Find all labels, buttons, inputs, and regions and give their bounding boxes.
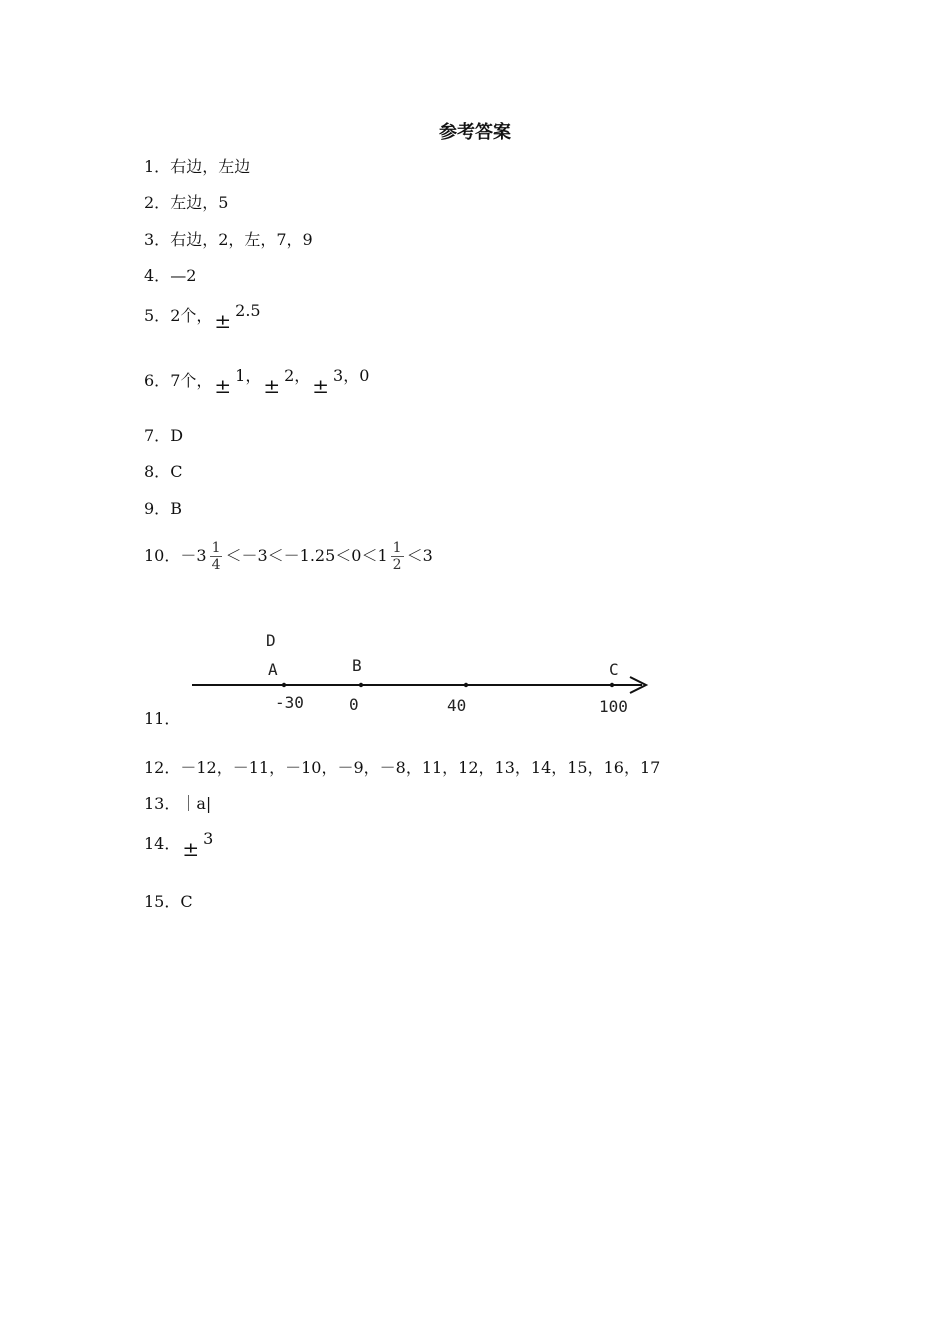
answer-number: 8． — [144, 462, 171, 481]
point-dot-40 — [464, 683, 468, 687]
fraction-numerator: 1 — [392, 540, 402, 556]
answer-text: 右边，2，左，7，9 — [170, 230, 313, 249]
number-line-figure — [180, 620, 680, 730]
fraction-denominator: 2 — [392, 557, 402, 573]
answer-value: 2.5 — [235, 301, 261, 320]
tick-label-40: 40 — [447, 696, 467, 715]
answer-text: －12，－11，－10，－9，－8，11，12，13，14，15，16，17 — [180, 758, 661, 777]
point-label-c: C — [609, 660, 619, 679]
answer-14 — [144, 829, 214, 861]
point-label-b: B — [352, 656, 362, 675]
answer-number: 6． — [144, 371, 171, 390]
answer-text: 7个， — [170, 371, 213, 390]
point-dot-c — [610, 683, 614, 687]
answer-text-part-1: －3 — [180, 546, 207, 565]
plus-minus-sign: ± — [263, 374, 281, 398]
answer-number: 14． — [144, 834, 181, 853]
answer-text: —2 — [170, 266, 197, 285]
answer-number: 5． — [144, 306, 171, 325]
point-label-d: D — [266, 631, 276, 650]
answer-7 — [144, 423, 183, 446]
fraction-one-quarter — [210, 540, 223, 573]
answer-number: 7． — [144, 426, 171, 445]
answer-text: D — [170, 426, 184, 445]
answer-number: 10． — [144, 546, 181, 565]
page-title: 参考答案 — [439, 122, 511, 143]
answer-text: 右边，左边 — [170, 157, 251, 176]
answer-text-part-3: ＜3 — [406, 546, 433, 565]
answer-value: 3 — [203, 829, 214, 848]
answer-1 — [144, 154, 250, 177]
fraction-one-half — [391, 540, 404, 573]
answer-number: 4． — [144, 266, 171, 285]
answer-number: 1． — [144, 157, 171, 176]
answer-text: ｜a| — [180, 794, 212, 813]
plus-minus-sign: ± — [312, 374, 330, 398]
answer-number: 12． — [144, 758, 181, 777]
answer-text-part-2: ＜－3＜－1.25＜0＜1 — [225, 546, 388, 565]
answer-number: 9． — [144, 499, 171, 518]
answer-8 — [144, 459, 182, 482]
answer-value-3: 3，0 — [333, 366, 370, 385]
answer-text: B — [170, 499, 182, 518]
point-dot-b — [359, 683, 363, 687]
tick-label-100: 100 — [599, 697, 628, 716]
answer-number: 15． — [144, 892, 181, 911]
answer-4 — [144, 263, 196, 286]
answer-number: 13． — [144, 794, 181, 813]
answer-number: 11． — [144, 709, 181, 728]
answer-text: C — [180, 892, 193, 911]
plus-minus-sign: ± — [214, 374, 232, 398]
plus-minus-sign: ± — [182, 837, 200, 861]
plus-minus-sign: ± — [214, 309, 232, 333]
tick-label-0: 0 — [349, 695, 359, 714]
point-dot-a — [282, 683, 286, 687]
answer-value-1: 1， — [235, 366, 262, 385]
answer-3 — [144, 227, 313, 250]
point-label-a: A — [268, 660, 278, 679]
answer-number: 3． — [144, 230, 171, 249]
answer-5 — [144, 301, 261, 333]
answer-15 — [144, 889, 193, 912]
tick-label-minus-30: -30 — [275, 693, 304, 712]
answer-2 — [144, 190, 228, 213]
answer-10 — [144, 540, 433, 573]
answer-text: 左边，5 — [170, 193, 229, 212]
answer-text: C — [170, 462, 183, 481]
answer-11 — [144, 706, 180, 729]
fraction-denominator: 4 — [211, 557, 221, 573]
answer-6 — [144, 366, 370, 398]
answer-text: 2个， — [170, 306, 213, 325]
answer-12 — [144, 755, 660, 778]
answer-value-2: 2， — [284, 366, 311, 385]
answer-9 — [144, 496, 182, 519]
fraction-numerator: 1 — [211, 540, 221, 556]
answer-13 — [144, 791, 211, 814]
answer-number: 2． — [144, 193, 171, 212]
